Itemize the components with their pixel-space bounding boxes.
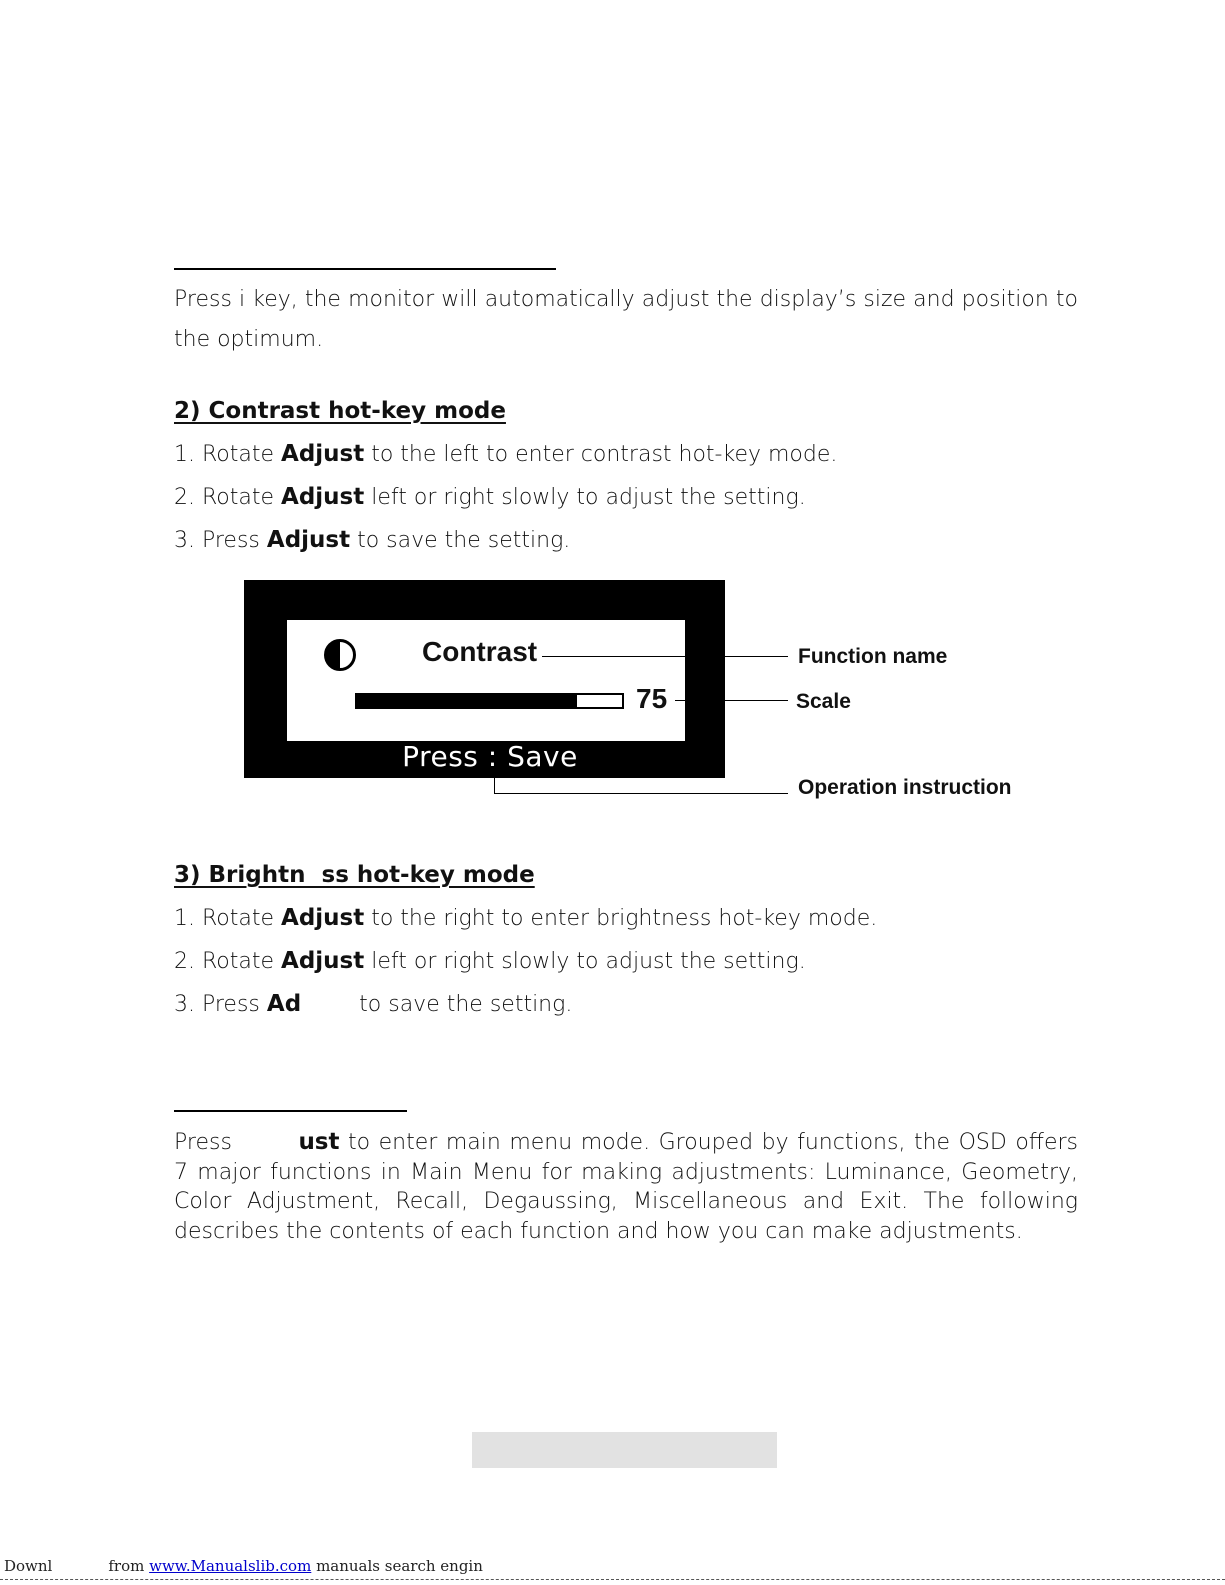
- main-menu-text: to enter main menu mode. Grouped by functions, the OSD offers 7 major functions in Main Menu for making adjustments: Luminance, Geometry, Color Adjustment, Recall, Degaussing, Miscellaneous and Exit. The following describes the contents of each function and how you can make adjustments.: [174, 1130, 1079, 1244]
- leader-function-name-outer: [725, 656, 788, 657]
- leader-scale-outer: [725, 700, 788, 701]
- step-suffix: to the right to enter brightness hot-key mode.: [364, 906, 878, 931]
- step-suffix: to the left to enter contrast hot-key mode.: [364, 442, 838, 467]
- main-menu-paragraph: [174, 1128, 1078, 1246]
- leader-scale-inner: [675, 700, 685, 701]
- leader-operation-horizontal: [494, 793, 788, 794]
- contrast-step-3: [174, 527, 570, 553]
- leader-function-name-inner: [542, 656, 685, 657]
- section-rule-main-menu: [174, 1110, 407, 1112]
- adjust-keyword: Adjust: [281, 484, 365, 510]
- osd-instruction: Press : Save: [402, 740, 578, 773]
- osd-scale-bar: [355, 693, 624, 709]
- step-prefix: 2. Rotate: [174, 949, 282, 974]
- step-prefix: 3. Press: [174, 528, 267, 553]
- step-prefix: 1. Rotate: [174, 906, 282, 931]
- callout-function-name: Function name: [798, 645, 948, 668]
- contrast-icon: [324, 639, 356, 671]
- download-note: [4, 1557, 483, 1575]
- adjust-keyword: Adjust: [281, 948, 365, 974]
- adjust-keyword: ust: [298, 1129, 340, 1155]
- step-suffix: to save the setting.: [359, 992, 573, 1017]
- adjust-keyword: Ad: [266, 991, 302, 1017]
- brightness-step-1: [174, 905, 877, 931]
- brightness-heading: 3) Brightn ss hot-key mode: [174, 862, 535, 888]
- download-suffix: manuals search engin: [311, 1557, 483, 1575]
- osd-function-name: Contrast: [422, 636, 538, 667]
- contrast-step-1: [174, 441, 837, 467]
- page-number-bar: [472, 1432, 777, 1468]
- leader-operation-vertical: [494, 778, 495, 793]
- step-suffix: to save the setting.: [350, 528, 571, 553]
- step-suffix: left or right slowly to adjust the setting.: [364, 485, 806, 510]
- contrast-step-2: [174, 484, 806, 510]
- auto-adjust-paragraph: Press i key, the monitor will automatically adjust the display’s size and position to the optimum.: [174, 287, 1078, 352]
- download-prefix: Downl: [4, 1557, 53, 1575]
- step-prefix: 2. Rotate: [174, 485, 282, 510]
- brightness-step-2: [174, 948, 806, 974]
- adjust-keyword: Adjust: [281, 905, 365, 931]
- brightness-step-3: [174, 991, 572, 1017]
- callout-scale: Scale: [796, 690, 851, 713]
- adjust-keyword: Adjust: [281, 441, 365, 467]
- step-prefix: 1. Rotate: [174, 442, 282, 467]
- manualslib-link[interactable]: www.Manualslib.com: [149, 1557, 312, 1575]
- section-rule-auto: [174, 268, 556, 270]
- osd-scale-fill: [357, 695, 577, 707]
- callout-operation-instruction: Operation instruction: [798, 776, 1012, 799]
- step-suffix: left or right slowly to adjust the setting.: [364, 949, 806, 974]
- main-menu-prefix: Press: [174, 1130, 241, 1155]
- osd-scale-value: 75: [636, 683, 668, 714]
- download-from: from: [108, 1557, 150, 1575]
- contrast-heading: 2) Contrast hot-key mode: [174, 398, 506, 424]
- step-prefix: 3. Press: [174, 992, 267, 1017]
- bottom-dashed-border: [0, 1579, 1225, 1580]
- adjust-keyword: Adjust: [266, 527, 351, 553]
